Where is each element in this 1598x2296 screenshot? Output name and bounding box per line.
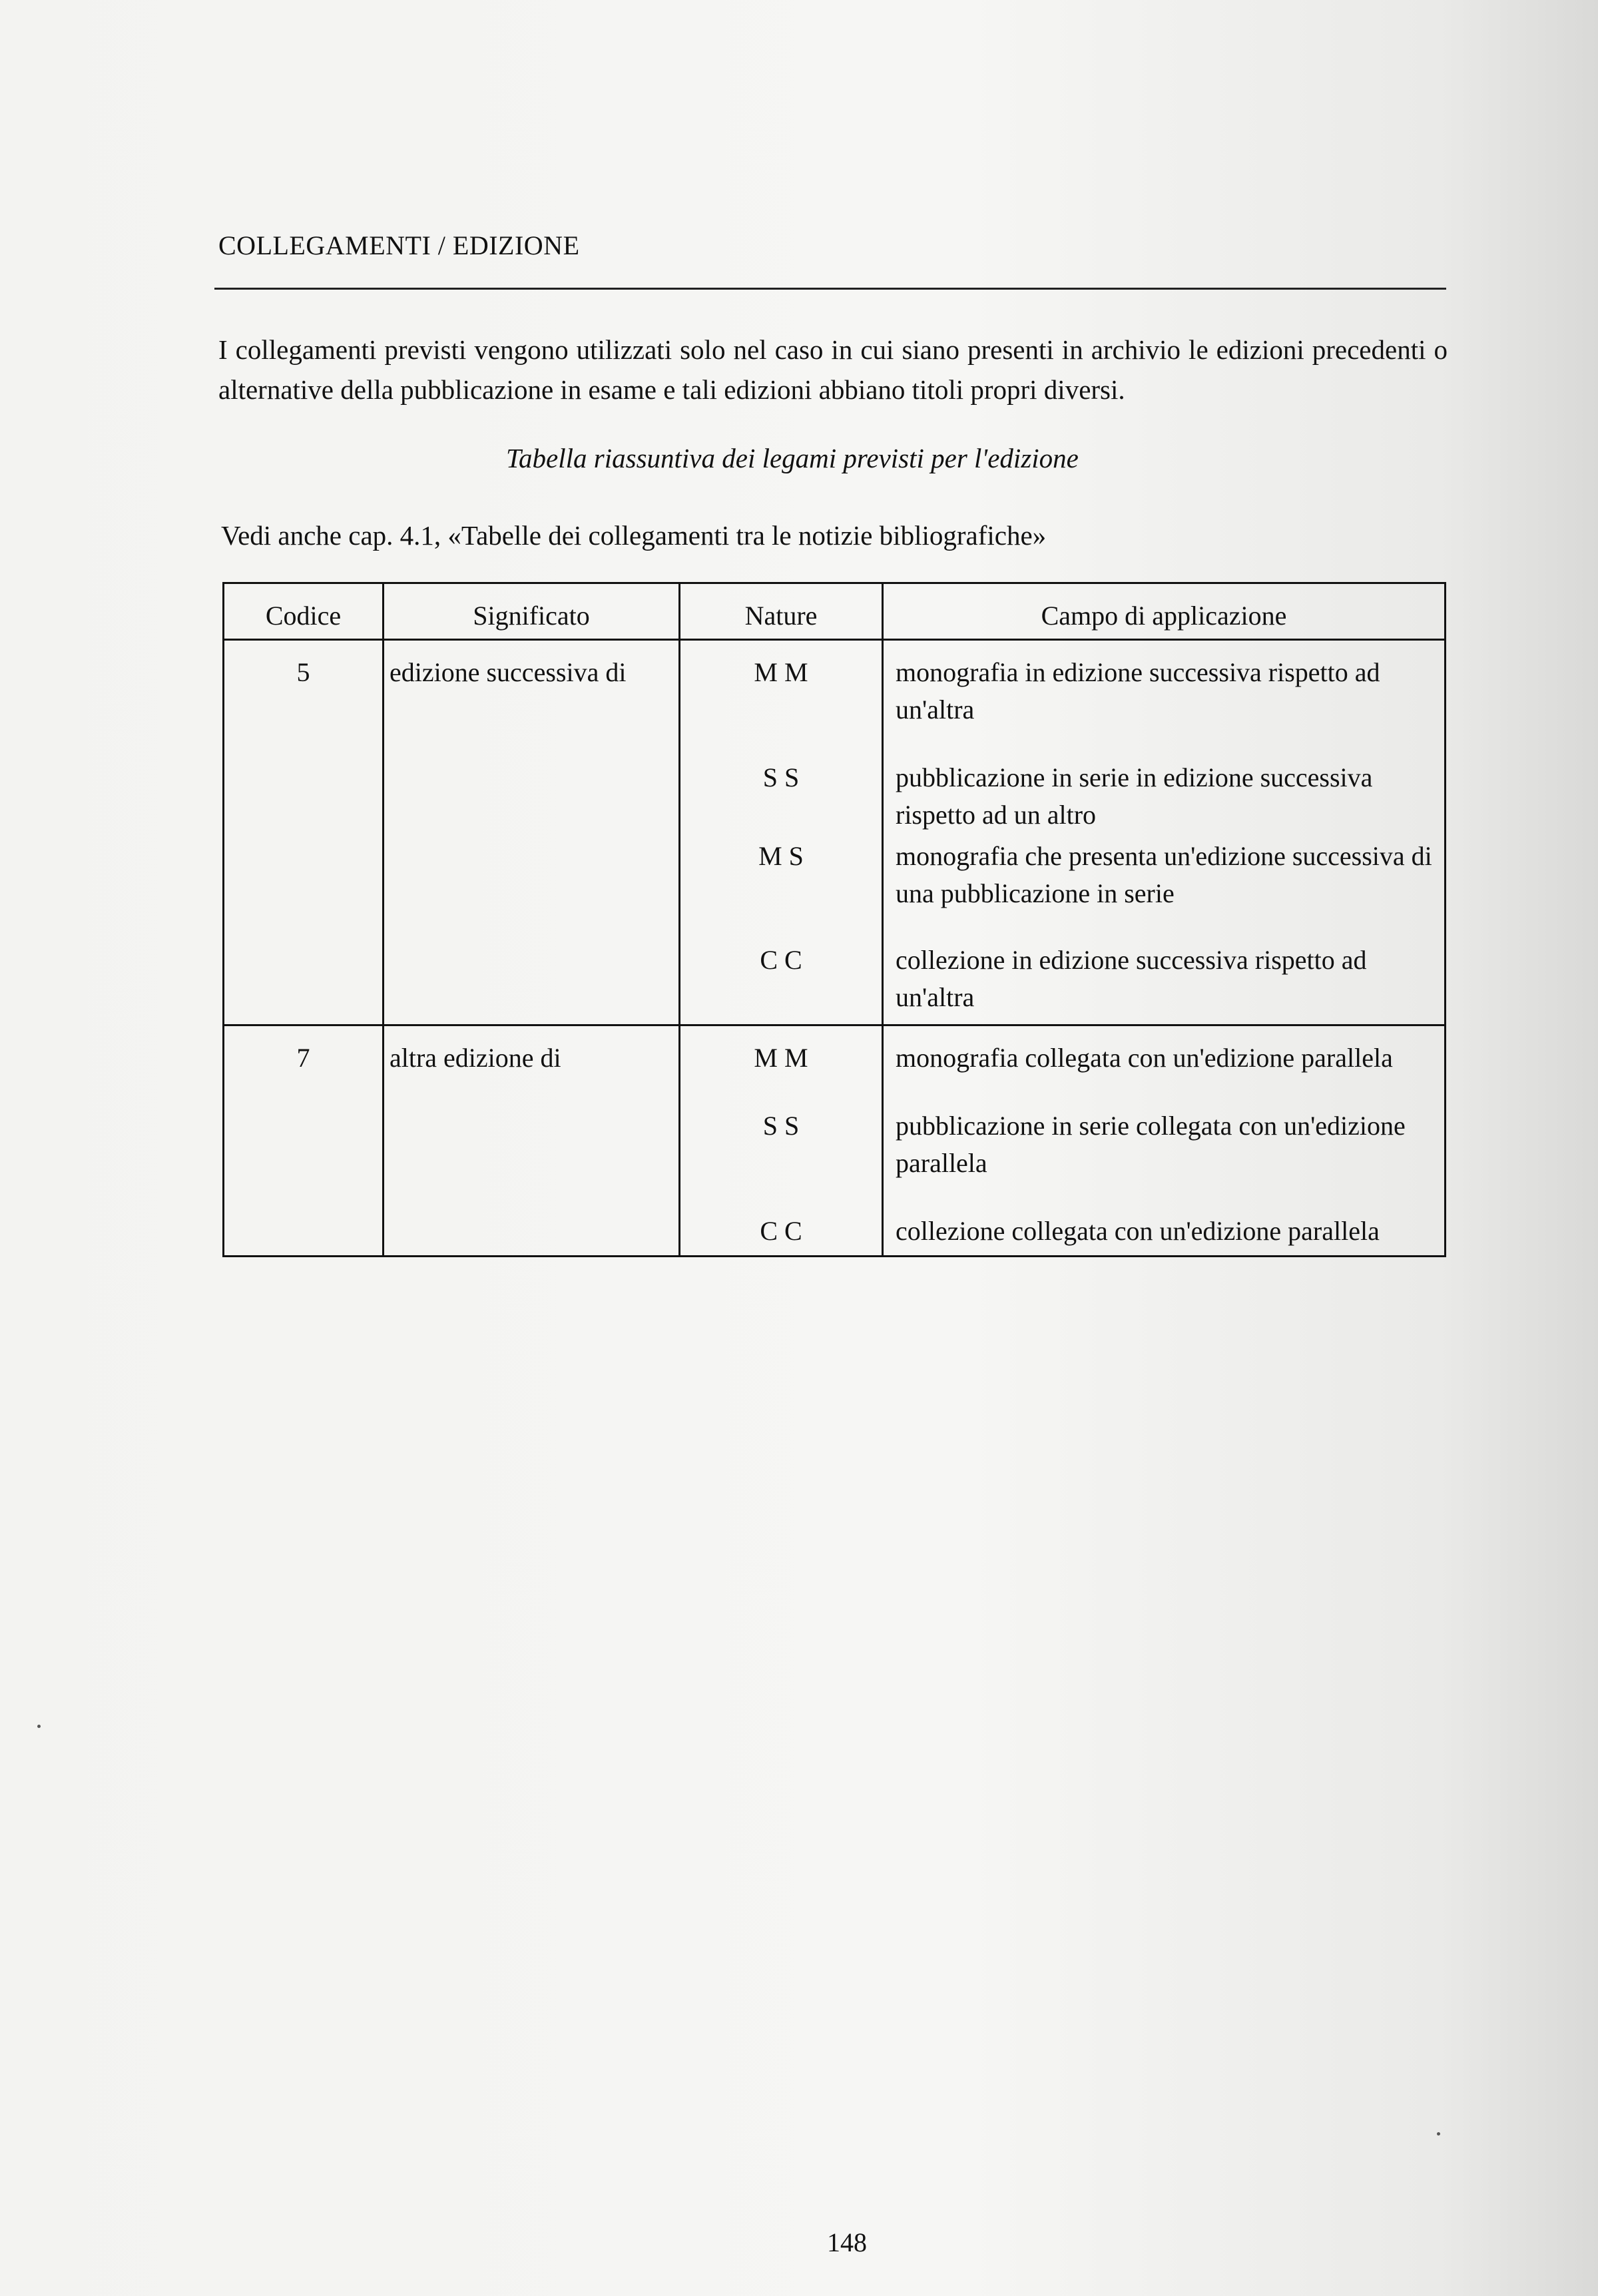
see-also-reference: Vedi anche cap. 4.1, «Tabelle dei collegamenti tra le notizie bibliografiche» xyxy=(221,520,1047,551)
nature-cell: C C xyxy=(680,936,883,1025)
table-row xyxy=(224,754,1446,834)
table-row xyxy=(224,640,1446,754)
table-caption: Tabella riassuntiva dei legami previsti per l'edizione xyxy=(506,443,1079,473)
code-cell: 7 xyxy=(224,1025,384,1103)
table-row xyxy=(224,834,1446,936)
scan-speck xyxy=(1437,2132,1440,2136)
table-row xyxy=(224,936,1446,1025)
code-cell-empty xyxy=(224,754,384,834)
header-nature: Nature xyxy=(680,583,883,640)
nature-cell: S S xyxy=(680,1102,883,1207)
nature-cell: M M xyxy=(680,1025,883,1103)
nature-cell: M S xyxy=(680,834,883,936)
nature-cell: S S xyxy=(680,754,883,834)
table-row xyxy=(224,1102,1446,1207)
meaning-cell: altra edizione di xyxy=(384,1025,680,1103)
table-row xyxy=(224,1025,1446,1103)
code-cell-empty xyxy=(224,834,384,936)
links-summary-table xyxy=(222,582,1446,1257)
code-cell-empty xyxy=(224,1102,384,1207)
meaning-cell-empty xyxy=(384,936,680,1025)
nature-cell: M M xyxy=(680,640,883,754)
meaning-cell-empty xyxy=(384,834,680,936)
application-cell: pubblicazione in serie collegata con un'edizione parallela xyxy=(883,1102,1446,1207)
header-campo-di-applicazione: Campo di applicazione xyxy=(883,583,1446,640)
nature-cell: C C xyxy=(680,1207,883,1257)
code-cell-empty xyxy=(224,936,384,1025)
links-summary-table-wrapper xyxy=(222,582,1446,1257)
scan-speck xyxy=(37,1725,41,1728)
application-cell: monografia in edizione successiva rispetto ad un'altra xyxy=(883,640,1446,754)
code-cell: 5 xyxy=(224,640,384,754)
application-cell: pubblicazione in serie in edizione successiva rispetto ad un altro xyxy=(883,754,1446,834)
table-header-row xyxy=(224,583,1446,640)
intro-paragraph: I collegamenti previsti vengono utilizzati solo nel caso in cui siano presenti in archivio le edizioni precedenti o alternative della pubblicazione in esame e tali edizioni abbiano titoli propri diversi. xyxy=(218,334,1448,405)
table-row xyxy=(224,1207,1446,1257)
meaning-cell-empty xyxy=(384,1207,680,1257)
header-codice: Codice xyxy=(224,583,384,640)
application-cell: monografia che presenta un'edizione successiva di una pubblicazione in serie xyxy=(883,834,1446,936)
header-divider xyxy=(214,288,1446,290)
section-header: COLLEGAMENTI / EDIZIONE xyxy=(218,230,580,260)
application-cell: collezione collegata con un'edizione parallela xyxy=(883,1207,1446,1257)
header-significato: Significato xyxy=(384,583,680,640)
meaning-cell: edizione successiva di xyxy=(384,640,680,754)
application-cell: collezione in edizione successiva rispetto ad un'altra xyxy=(883,936,1446,1025)
meaning-cell-empty xyxy=(384,754,680,834)
meaning-cell-empty xyxy=(384,1102,680,1207)
code-cell-empty xyxy=(224,1207,384,1257)
application-cell: monografia collegata con un'edizione parallela xyxy=(883,1025,1446,1103)
page-number: 148 xyxy=(827,2227,867,2257)
